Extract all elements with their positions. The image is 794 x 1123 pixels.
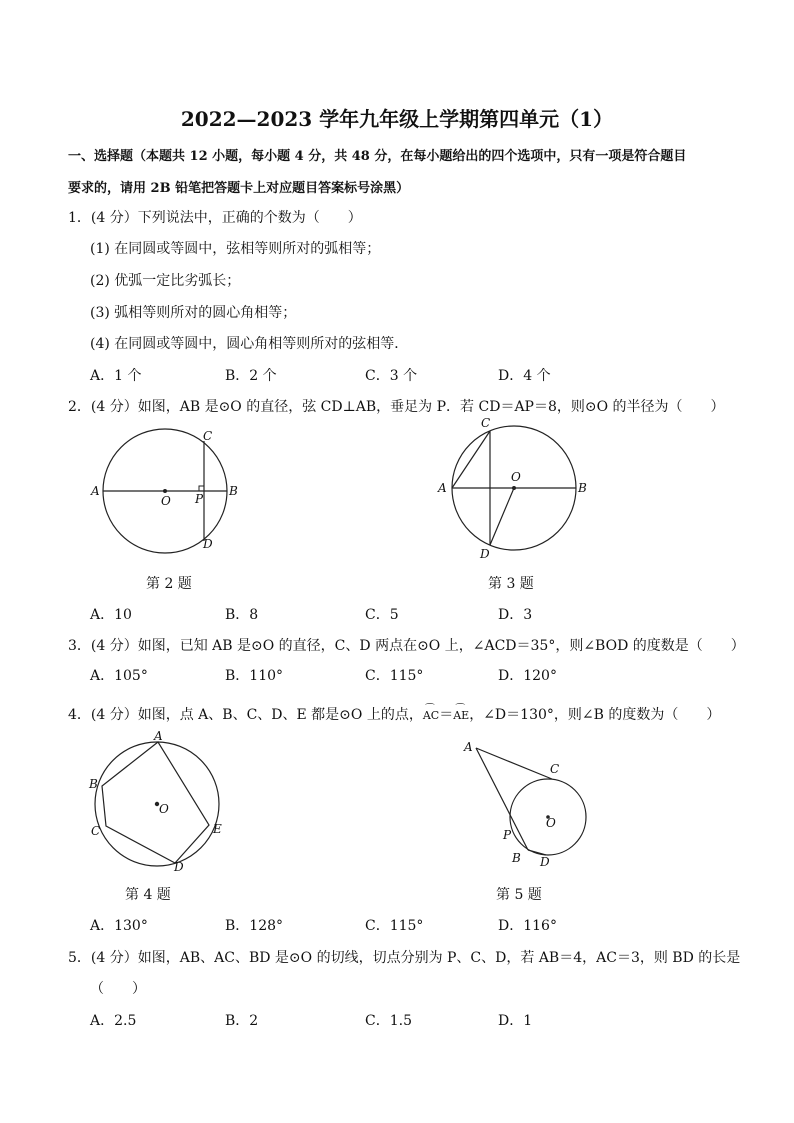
fig2-label-b: B: [229, 484, 238, 498]
figure-3-diagram: [430, 408, 600, 566]
figure-2-diagram: [85, 420, 255, 560]
figure-5-caption: 第 5 题: [496, 887, 542, 903]
q4-option-d[interactable]: D．116°: [498, 918, 557, 934]
q2-option-a[interactable]: A．10: [90, 607, 132, 623]
q1-option-d[interactable]: D．4 个: [498, 368, 551, 384]
fig5-label-b: B: [512, 851, 521, 865]
q1-item-4: (4) 在同圆或等圆中，圆心角相等则所对的弦相等．: [90, 336, 409, 352]
q4-option-b[interactable]: B．128°: [225, 918, 284, 934]
page-title: 2022—2023 学年九年级上学期第四单元（1）: [180, 107, 614, 131]
figure-3-caption: 第 3 题: [488, 576, 534, 592]
q4-stem-before: 4．(4 分）如图，点 A、B、C、D、E 都是⊙O 上的点，: [68, 707, 423, 723]
fig4-label-e: E: [213, 822, 222, 836]
q1-item-2: (2) 优弧一定比劣弧长；: [90, 273, 241, 289]
q3-option-c[interactable]: C．115°: [365, 668, 424, 684]
q5-option-c[interactable]: C．1.5: [365, 1013, 412, 1029]
q2-option-d[interactable]: D．3: [498, 607, 533, 623]
q3-option-d[interactable]: D．120°: [498, 668, 557, 684]
section-instructions-line2: 要求的，请用 2B 铅笔把答题卡上对应题目答案标号涂黑）: [68, 181, 410, 196]
section-instructions-line1: 一、选择题（本题共 12 小题，每小题 4 分，共 48 分，在每小题给出的四个选项中，只有一项是符合题目: [68, 149, 687, 164]
q4-stem-after: ，∠D＝130°，则∠B 的度数为（ ）: [469, 707, 721, 723]
fig2-label-d: D: [203, 537, 213, 551]
fig4-label-a: A: [154, 729, 163, 743]
fig5-label-o: O: [546, 816, 556, 830]
fig3-label-b: B: [578, 481, 587, 495]
q3-option-a[interactable]: A．105°: [90, 668, 148, 684]
q4-arc-ae: ⌒ AE: [453, 709, 469, 722]
fig2-label-a: A: [91, 484, 100, 498]
figure-4-caption: 第 4 题: [125, 887, 171, 903]
q5-option-b[interactable]: B．2: [225, 1013, 259, 1029]
figure-2-caption: 第 2 题: [146, 576, 192, 592]
q1-item-1: (1) 在同圆或等圆中，弦相等则所对的弧相等；: [90, 241, 381, 257]
fig3-label-d: D: [480, 547, 490, 561]
q4-arc-ac: ⌒ AC: [423, 709, 439, 722]
q3-stem: 3．(4 分）如图，已知 AB 是⊙O 的直径，C、D 两点在⊙O 上，∠ACD＝35°，则∠BOD 的度数是（ ）: [68, 638, 745, 654]
fig5-label-c: C: [550, 762, 560, 776]
figure-4-diagram: [85, 727, 235, 877]
fig5-label-a: A: [464, 740, 473, 754]
q1-option-a[interactable]: A．1 个: [90, 368, 142, 384]
fig3-label-c: C: [481, 416, 491, 430]
q2-stem: 2．(4 分）如图，AB 是⊙O 的直径，弦 CD⊥AB，垂足为 P．若 CD＝AP＝8，则⊙O 的半径为（ ）: [68, 399, 725, 415]
fig5-label-d: D: [540, 855, 550, 869]
q1-option-c[interactable]: C．3 个: [365, 368, 418, 384]
q4-option-a[interactable]: A．130°: [90, 918, 148, 934]
q5-option-d[interactable]: D．1: [498, 1013, 533, 1029]
q2-option-b[interactable]: B．8: [225, 607, 259, 623]
fig3-label-a: A: [438, 481, 447, 495]
fig4-label-d: D: [174, 860, 184, 874]
fig4-label-c: C: [91, 824, 101, 838]
q1-item-3: (3) 弧相等则所对的圆心角相等；: [90, 305, 297, 321]
q4-option-c[interactable]: C．115°: [365, 918, 424, 934]
q1-option-b[interactable]: B．2 个: [225, 368, 277, 384]
q3-option-b[interactable]: B．110°: [225, 668, 284, 684]
fig2-label-p: P: [195, 492, 204, 506]
fig5-label-p: P: [503, 828, 512, 842]
figure-5-diagram: [460, 735, 610, 875]
fig4-label-o: O: [159, 802, 169, 816]
q1-stem: 1．(4 分）下列说法中，正确的个数为（ ）: [68, 210, 362, 226]
q4-equals: ＝: [439, 707, 454, 723]
q5-stem-line1: 5．(4 分）如图，AB、AC、BD 是⊙O 的切线，切点分别为 P、C、D，若 AB＝4，AC＝3，则 BD 的长是: [68, 950, 741, 966]
q2-option-c[interactable]: C．5: [365, 607, 399, 623]
fig3-label-o: O: [511, 470, 521, 484]
q5-option-a[interactable]: A．2.5: [90, 1013, 137, 1029]
q5-stem-line2: （ ）: [90, 981, 146, 997]
fig2-label-c: C: [203, 429, 213, 443]
fig2-label-o: O: [161, 494, 171, 508]
q4-stem: [68, 704, 720, 724]
fig4-label-b: B: [89, 777, 98, 791]
